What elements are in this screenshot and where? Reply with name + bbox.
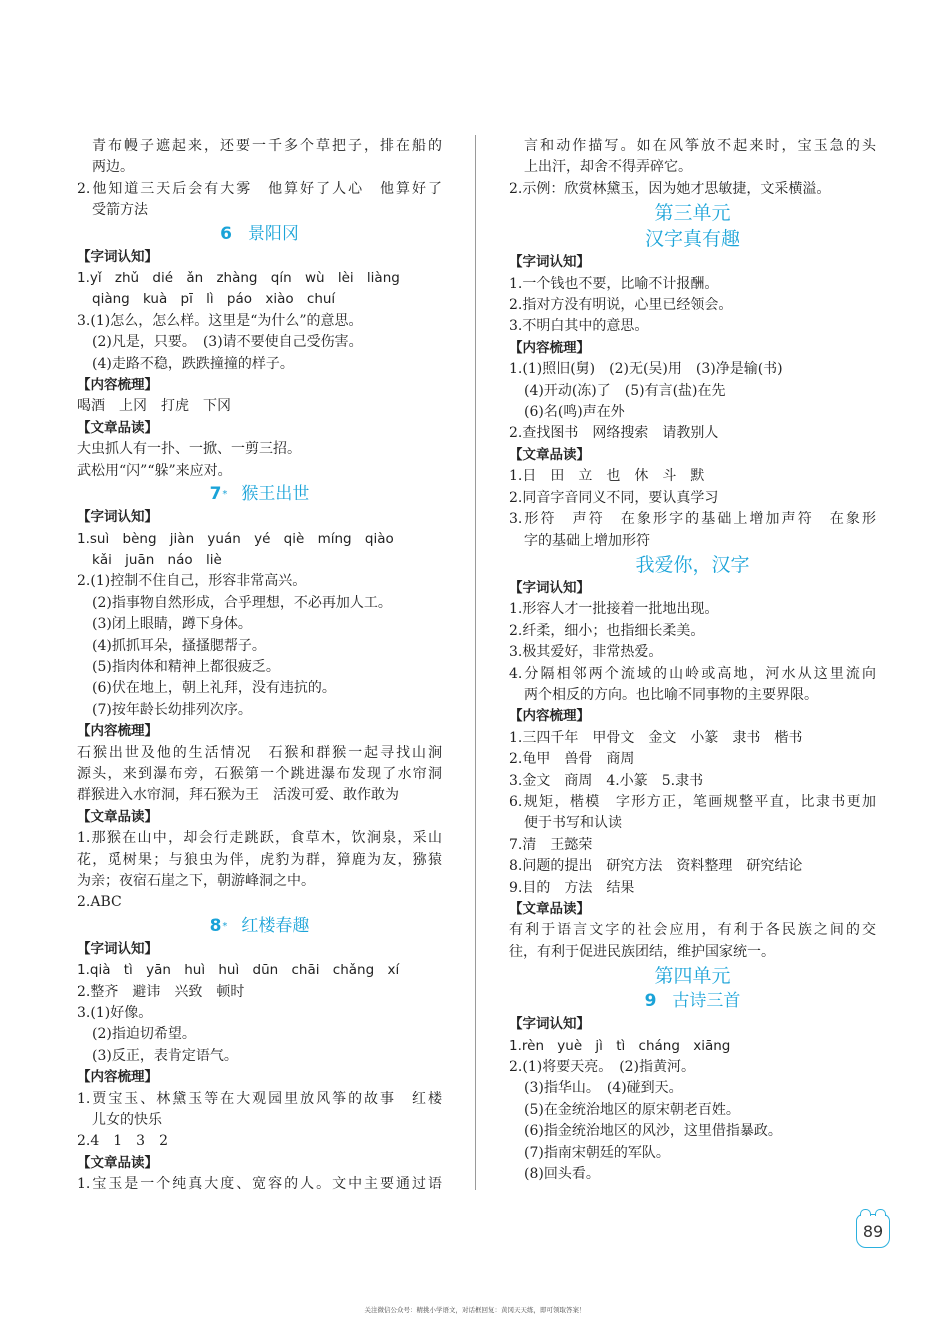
answer-line: 4.分隔相邻两个流域的山岭或高地，河水从这里流向 (509, 665, 876, 682)
pinyin-line: 1.qià tì yān huì huì dūn chāi chǎng xí (77, 962, 400, 979)
answer-line: 儿女的快乐 (92, 1112, 162, 1129)
section-heading: 【字词认知】 (509, 579, 590, 596)
lesson-name: 古诗三首 (672, 991, 741, 1012)
answer-line: 2.查找图书 网络搜索 请教别人 (509, 425, 719, 442)
answer-line: 源头，来到瀑布旁，石猴第一个跳进瀑布发现了水帘洞 (77, 765, 442, 782)
answer-line: 字的基础上增加形符 (524, 532, 650, 549)
answer-line: 大虫抓人有一扑、一掀、一剪三招。 (77, 441, 301, 458)
section-heading: 【文章品读】 (509, 446, 590, 463)
pinyin-line: 1.suì bèng jiàn yuán yé qiè míng qiào (77, 530, 394, 547)
answer-line: 3.不明白其中的意思。 (509, 318, 649, 335)
answer-line: (2)指事物自然形成，合乎理想，不必再加人工。 (92, 594, 392, 611)
answer-line: 3.(1)怎么，怎么样。这里是“为什么”的意思。 (77, 312, 363, 329)
lesson-name: 猴王出世 (241, 484, 310, 505)
answer-line: 往，有利于促进民族团结，维护国家统一。 (509, 943, 775, 960)
answer-line: (2)凡是，只要。 (3)请不要使自己受伤害。 (92, 334, 363, 351)
lesson-name: 景阳冈 (247, 223, 299, 244)
page-number-badge (856, 1214, 890, 1248)
answer-line: 3.(1)好像。 (77, 1005, 153, 1022)
answer-line: 1.日 田 立 也 休 斗 默 (509, 468, 705, 485)
section-heading: 【文章品读】 (77, 808, 158, 825)
answer-line: 两个相反的方向。也比喻不同事物的主要界限。 (524, 686, 818, 703)
answer-line: (5)指肉体和精神上都很疲乏。 (92, 658, 280, 675)
answer-line: 上出汗，却舍不得弄碎它。 (524, 159, 692, 176)
lesson-star: * (222, 489, 228, 501)
answer-line: 1.(1)照旧(舅) (2)无(吴)用 (3)净是输(书) (509, 361, 783, 378)
answer-line: 2.龟甲 兽骨 商周 (509, 751, 635, 768)
answer-line: 1.三四千年 甲骨文 金文 小篆 隶书 楷书 (509, 729, 803, 746)
lesson-number: 7 (209, 484, 222, 505)
page-number: 89 (862, 1221, 884, 1241)
section-heading: 【文章品读】 (509, 901, 590, 917)
lesson-title (77, 482, 442, 507)
answer-line: 2.指对方没有明说，心里已经领会。 (509, 297, 733, 314)
lesson-number: 8 (209, 915, 222, 936)
section-heading: 【内容梳理】 (77, 723, 158, 740)
column-divider (475, 135, 476, 1190)
lesson-name: 红楼春趣 (241, 915, 310, 936)
answer-line: 1.一个钱也不要，比喻不计报酬。 (509, 275, 719, 292)
answer-line: (3)反正，表肯定语气。 (92, 1047, 238, 1064)
answer-line: (8)回头看。 (524, 1166, 600, 1183)
answer-line: 2.同音字音同义不同，要认真学习 (509, 489, 719, 506)
section-heading: 【内容梳理】 (77, 1069, 158, 1086)
answer-line: 3.金文 商周 4.小篆 5.隶书 (509, 772, 704, 789)
lesson-title (509, 989, 876, 1014)
answer-line: 喝酒 上冈 打虎 下冈 (77, 398, 231, 415)
answer-line: 2.他知道三天后会有大雾 他算好了人心 他算好了 (77, 180, 442, 197)
answer-line: 青布幔子遮起来，还要一千多个草把子，排在船的 (92, 138, 442, 154)
answer-line: 两边。 (92, 159, 134, 176)
answer-line: 1.宝玉是一个纯真大度、宽容的人。文中主要通过语 (77, 1176, 442, 1193)
answer-line: 2.4 1 3 2 (77, 1133, 168, 1150)
answer-line: (3)指华山。 (4)碰到天。 (524, 1080, 683, 1097)
pinyin-line: 1.yǐ zhǔ dié ǎn zhàng qín wù lèi liàng (77, 270, 400, 287)
footer-note: 关注微信公众号：精挑小学语文，对话框回复：黄冈天天练，即可领取答案！ (364, 1306, 586, 1314)
answer-line: 言和动作描写。如在风筝放不起来时，宝玉急的头 (524, 138, 876, 154)
lesson-number: 9 (644, 991, 657, 1012)
answer-line: (3)闭上眼睛，蹲下身体。 (92, 616, 252, 633)
answer-line: (2)指迫切希望。 (92, 1026, 196, 1043)
unit-title: 第三单元 (654, 202, 731, 225)
answer-line: 花，觅树果；与狼虫为伴，虎豹为群，獐鹿为友，猕猿 (77, 851, 442, 868)
section-heading: 【内容梳理】 (509, 708, 590, 725)
section-heading: 【文章品读】 (77, 419, 158, 436)
section-heading: 【文章品读】 (77, 1154, 158, 1171)
answer-line: 群猴进入水帘洞，拜石猴为王 活泼可爱、敢作敢为 (77, 787, 399, 804)
answer-line: 1.形容人才一批接着一批地出现。 (509, 601, 719, 618)
answer-line: 2.示例：欣赏林黛玉，因为她才思敏捷，文采横溢。 (509, 180, 831, 197)
unit-title: 我爱你，汉字 (635, 553, 750, 576)
answer-line: (6)伏在地上，朝上礼拜，没有违抗的。 (92, 680, 336, 697)
section-heading: 【内容梳理】 (509, 339, 590, 356)
answer-line: 2.(1)将要天亮。 (2)指黄河。 (509, 1059, 696, 1076)
answer-line: (4)抓抓耳朵，搔搔腮帮子。 (92, 637, 266, 654)
answer-line: 2.(1)控制不住自己，形容非常高兴。 (77, 573, 307, 590)
answer-line: 武松用“闪”“躲”来应对。 (77, 462, 232, 479)
unit-title: 第四单元 (654, 965, 731, 988)
answer-line: 石猴出世及他的生活情况 石猴和群猴一起寻找山涧 (77, 744, 442, 761)
answer-line: 3.形符 声符 在象形字的基础上增加声符 在象形 (509, 511, 876, 528)
section-heading: 【字词认知】 (509, 1016, 590, 1033)
unit-title: 汉字真有趣 (644, 228, 740, 251)
right-column (509, 136, 876, 1185)
answer-line: (6)名(鸣)声在外 (524, 404, 625, 421)
answer-line: 为亲；夜宿石崖之下，朝游峰洞之中。 (77, 873, 315, 889)
answer-line: 9.目的 方法 结果 (509, 879, 635, 896)
answer-line: 3.极其爱好，非常热爱。 (509, 644, 663, 661)
pinyin-line: 1.rèn yuè jì tì cháng xiāng (509, 1037, 731, 1054)
answer-line: 7.清 王懿荣 (509, 836, 593, 853)
left-column (77, 136, 442, 1196)
section-heading: 【内容梳理】 (77, 377, 158, 394)
answer-line: (5)在金统治地区的原宋朝老百姓。 (524, 1101, 740, 1118)
answer-line: (6)指金统治地区的风沙，这里借指暴政。 (524, 1123, 782, 1140)
answer-line: 2.整齐 避讳 兴致 顿时 (77, 983, 245, 1000)
section-heading: 【字词认知】 (509, 254, 590, 271)
pinyin-line: qiàng kuà pī lì páo xiào chuí (92, 291, 336, 308)
answer-line: 2.纤柔，细小；也指细长柔美。 (509, 622, 705, 639)
pinyin-line: kǎi juān náo liè (92, 551, 222, 568)
section-heading: 【字词认知】 (77, 940, 158, 957)
section-heading: 【字词认知】 (77, 248, 158, 265)
lesson-number: 6 (220, 223, 232, 244)
answer-line: (7)指南宋朝廷的军队。 (524, 1144, 670, 1161)
answer-line: 8.问题的提出 研究方法 资料整理 研究结论 (509, 858, 803, 875)
answer-line: 2.ABC (77, 894, 122, 911)
answer-line: (7)按年龄长幼排列次序。 (92, 701, 252, 718)
answer-line: (4)开动(冻)了 (5)有言(盐)在先 (524, 382, 726, 399)
answer-line: 1.贾宝玉、林黛玉等在大观园里放风筝的故事 红楼 (77, 1090, 442, 1107)
lesson-title (77, 914, 442, 939)
answer-line: 受箭方法 (92, 202, 148, 219)
answer-line: 1.那猴在山中，却会行走跳跃，食草木，饮涧泉，采山 (77, 830, 442, 847)
lesson-title (77, 222, 442, 247)
answer-line: (4)走路不稳，跌跌撞撞的样子。 (92, 355, 294, 372)
section-heading: 【字词认知】 (77, 509, 158, 526)
answer-line: 便于书写和认读 (524, 815, 622, 832)
answer-line: 有利于语言文字的社会应用，有利于各民族之间的交 (509, 922, 876, 939)
lesson-star: * (222, 920, 228, 932)
answer-line: 6.规矩，楷模 字形方正，笔画规整平直，比隶书更加 (509, 793, 876, 810)
